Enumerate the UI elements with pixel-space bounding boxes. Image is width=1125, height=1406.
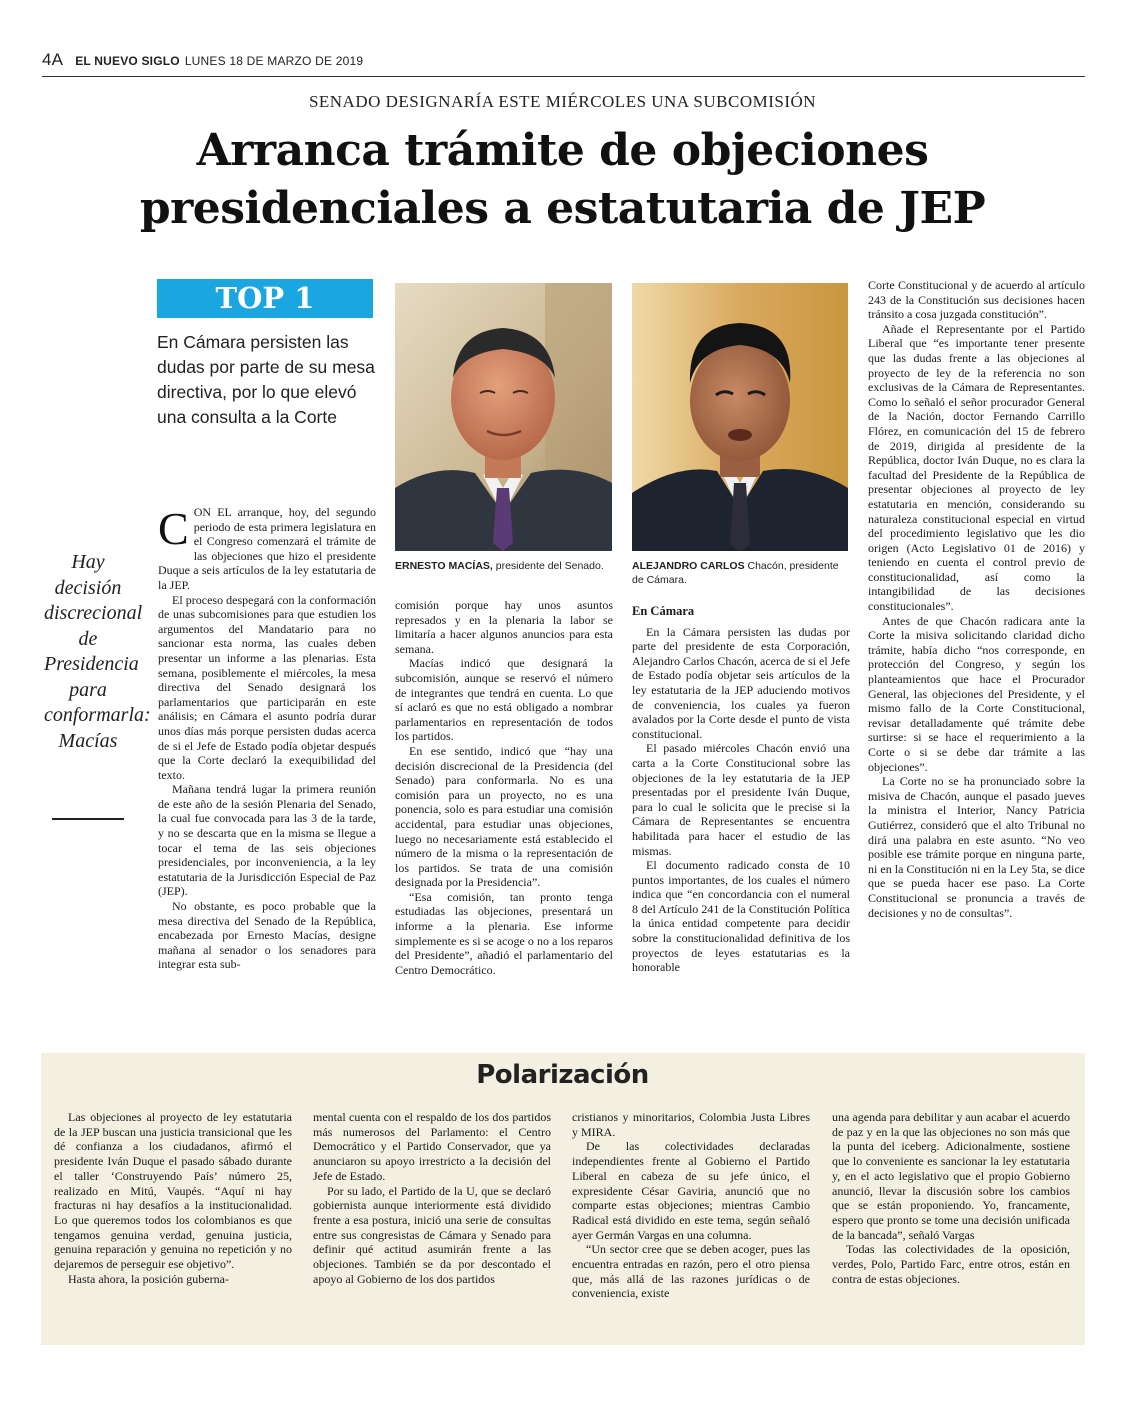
paragraph: comisión porque hay unos asuntos represados y en la plenaria la labor se limitaría a hacer algunos anuncios para esta semana.: [395, 598, 613, 656]
photo-ernesto-macias: [395, 283, 612, 551]
paragraph: Todas las colectividades de la oposición, verdes, Polo, Partido Farc, entre otros, están en contra de estas objeciones.: [832, 1242, 1070, 1286]
paragraph: El documento radicado consta de 10 puntos importantes, de los cuales el número indica que “en concordancia con el numeral 8 del Artículo 241 de la Constitución Política la única entidad competente para decidir sobre la constitucionalidad definitiva de los proyectos de leyes estatutarias es la honorable: [632, 858, 850, 975]
paragraph: Por su lado, el Partido de la U, que se declaró gobiernista aunque interiormente está dividido frente a esa postura, inició una serie de consultas entre sus congresistas de Cámara y Senado para definir qué actitud asumirán frente a las objeciones. También se da por descontado el apoyo al Gobierno de los dos partidos: [313, 1183, 551, 1286]
sidebar-column-3: [572, 1110, 810, 1301]
article-column-3: [632, 600, 850, 975]
headline-line-1: Arranca trámite de objeciones: [196, 125, 929, 176]
sidebar-title: Polarización: [476, 1060, 649, 1090]
lead-text: ON EL arranque, hoy, del segundo periodo de esta primera legislatura en el Congreso comenzará el trámite de las objeciones que hizo el presidente Duque a seis artículos de la ley estatutaria de la JEP.: [158, 505, 376, 592]
paragraph: En la Cámara persisten las dudas por parte del presidente de esta Corporación, Alejandro Carlos Chacón, acerca de si el Jefe de Estado podía objetar seis artículos de la ley estatutaria de la JEP aduciendo motivos de conveniencia, los cuales ya fueron avalados por la Corte desde el punto de vista constitucional.: [632, 624, 850, 741]
deck: En Cámara persisten las dudas por parte de su mesa directiva, por lo que elevó una consulta a la Corte: [157, 332, 375, 427]
portrait-chacon-image: [632, 283, 848, 551]
folio: [42, 50, 363, 70]
caption-macias-name: ERNESTO MACÍAS,: [395, 560, 493, 572]
caption-chacon-text: Chacón, presidente de Cámara.: [632, 560, 839, 586]
paragraph: una agenda para debilitar y aun acabar el acuerdo de paz y en la que las objeciones no son más que la punta del iceberg. Adicionalmente, sostiene que lo conveniente es sancionar la ley estatutaria y, en el acto legislativo que el propio Gobierno anunció, llevar la discusión sobre los cambios que se están proponiendo. Yo, francamente, espero que pronto se tome una decisión unificada de la bancada”, señaló Vargas: [832, 1110, 1070, 1242]
sidebar-column-1: [54, 1110, 292, 1286]
paragraph: El pasado miércoles Chacón envió una carta a la Corte Constitucional sobre las objeciones de la ley estatutaria de la JEP presentadas por el presidente Iván Duque, para lo cual le solicita que le precise si la Cámara de Representantes se encuentra habilitada para hacer el estudio de las mismas.: [632, 741, 850, 858]
paragraph: Las objeciones al proyecto de ley estatutaria de la JEP buscan una justicia transicional que les dé confianza a los ciudadanos, afirmó el presidente Iván Duque el pasado sábado durante el taller ‘Construyendo País’ número 25, realizado en Mitú, Vaupés. “Aquí ni hay fracturas ni hay desafíos a la institucionalidad. Lo que queremos todos los colombianos es que tengamos genuina verdad, genuina justicia, genuina reparación y genuina no repetición y no dejaremos de perseguir ese objetivo”.: [54, 1110, 292, 1272]
photo-alejandro-chacon: [632, 283, 848, 551]
paragraph: Mañana tendrá lugar la primera reunión de este año de la sesión Plenaria del Senado, la cual fue convocada para las 3 de la tarde, y no se descarta que en la misma se llegue a tocar el tema de las seis objeciones presidenciales, por inconveniencia, a la ley estatutaria de la Jurisdicción Especial de Paz (JEP).: [158, 782, 376, 899]
pull-quote-rule: [52, 818, 124, 820]
portrait-macias-image: [395, 283, 612, 551]
article-column-2: [395, 598, 613, 977]
paragraph: No obstante, es poco probable que la mesa directiva del Senado de la República, encabezada por Ernesto Macías, designe mañana al senador o los senadores para integrar esta sub-: [158, 899, 376, 972]
article-column-4: [868, 278, 1085, 920]
caption-chacon: [632, 559, 852, 587]
issue-date: LUNES 18 DE MARZO DE 2019: [184, 54, 364, 68]
paragraph: mental cuenta con el respaldo de los dos partidos más numerosos del Parlamento: el Centro Democrático y el Partido Conservador, que ya anunciaron su apoyo irrestricto a la decisión del Jefe de Estado.: [313, 1110, 551, 1183]
article-column-1: [158, 505, 376, 972]
paragraph: Macías indicó que designará la subcomisión, aunque se reservó el número de integrantes que tendrá en cuenta. Lo que sí aclaró es que no está obligado a nombrar parlamentarios en representación de todos los partidos.: [395, 656, 613, 744]
top-badge: TOP 1: [157, 279, 373, 318]
paragraph: La Corte no se ha pronunciado sobre la misiva de Chacón, aunque el pasado jueves la ministra el Interior, Nancy Patricia Gutiérrez, consideró que el alto Tribunal no dirá una palabra en este asunto. “No veo posible ese trámite porque en ninguna parte, ni en la Constitución ni en la Ley 5ta, se dice que se pueda hacer ese paso. La Corte Constitucional se pronuncia a través de decisiones y no de consultas”.: [868, 774, 1085, 920]
caption-macias-text: presidente del Senado.: [492, 560, 604, 572]
subhead: En Cámara: [632, 604, 695, 618]
paragraph: Hasta ahora, la posición guberna-: [68, 1271, 229, 1286]
sidebar-column-4: [832, 1110, 1070, 1286]
paragraph: En ese sentido, indicó que “hay una decisión discrecional de la Presidencia (del Senado) para conformarla. No es una comisión para un proyecto, no es una ponencia, solo es para estudiar una comisión accidental, para estudiar unas objeciones, luego no necesariamente está establecido el número de la misma o la representación de los partidos. Se trata de una comisión designada por la Presidencia”.: [395, 743, 613, 890]
page-number: 4A: [42, 50, 64, 69]
headline: [40, 122, 1085, 238]
pull-quote: Hay decisión discrecional de Presidencia para conformarla: Macías: [44, 551, 151, 752]
headline-line-2: presidenciales a estatutaria de JEP: [139, 183, 986, 234]
paragraph: Añade el Representante por el Partido Liberal que “es importante tener presente que las dudas frente a las objeciones al proyecto de ley de la referencia no son exclusivas de la Cámara de Representantes. Como lo señaló el señor procurador General de la Nación, doctor Fernando Carrillo Flórez, en comunicación del 15 de febrero de 2019, dirigida al presidente de la República, doctor Iván Duque, no es clara la facultad del Presidente de la República de presentar objeciones al proyecto de ley estatutaria en mención, considerando su naturaleza constitucional especial en virtud del procedimiento legislativo que les dio origen (Acto Legislativo 01 de 2016) y teniendo en cuenta el control previo de constitucionalidad, así como la intangibilidad de las decisiones constitucionales”.: [868, 321, 1085, 614]
sidebar-column-2: [313, 1110, 551, 1286]
caption-chacon-name: ALEJANDRO CARLOS: [632, 560, 745, 572]
paragraph: El proceso despegará con la conformación de unas subcomisiones para que estudien los argumentos del Mandatario para no sancionar esta norma, las cuales deben presentar un informe a las plenarias. Esta semana, posiblemente el miércoles, la mesa directiva del Senado designará los parlamentarios que participarán en este análisis; en Cámara el asunto podría durar unos días más porque persisten dudas acerca de si el Jefe de Estado podía objetar después que la Corte declaró la exequibilidad del texto.: [158, 592, 376, 782]
paragraph: “Esa comisión, tan pronto tenga estudiadas las objeciones, presentará un informe a la plenaria. Ese informe simplemente es si se acoge o no a los reparos del Presidente”, añadió el parlamentario del Centro Democrático.: [395, 889, 613, 977]
paragraph: cristianos y minoritarios, Colombia Justa Libres y MIRA.: [572, 1110, 810, 1139]
paragraph: Antes de que Chacón radicara ante la Corte la misiva solicitando claridad dicho trámite, había dicho “nos corresponde, en protección del Congreso, y según los planteamientos que hace el Procurador General, las objeciones del Presidente, y el mismo fallo de la Corte Constitucional, revisar detalladamente qué trámite debe surtirse: si se hace el requerimiento a la Corte o si se debe dar trámite a las objeciones”.: [868, 613, 1085, 774]
caption-macias: [395, 559, 615, 573]
drop-cap: C: [158, 503, 189, 554]
folio-rule: [42, 76, 1085, 77]
paragraph: Corte Constitucional y de acuerdo al artículo 243 de la Constitución sus decisiones hacen tránsito a cosa juzgada constitución”.: [868, 278, 1085, 322]
paragraph: [158, 505, 376, 593]
paragraph: De las colectividades declaradas independientes frente al Gobierno el Partido Liberal en cabeza de su jefe único, el expresidente César Gaviria, anunció que no comparte estas objeciones; mientras Cambio Radical está dividido en este tema, según señaló ayer Germán Vargas en una columna.: [572, 1139, 810, 1242]
kicker: SENADO DESIGNARÍA ESTE MIÉRCOLES UNA SUBCOMISIÓN: [308, 92, 817, 111]
newspaper-name: EL NUEVO SIGLO: [75, 54, 180, 68]
paragraph: “Un sector cree que se deben acoger, pues las encuentra entradas en razón, pero el otro piensa que, más allá de las razones jurídicas o de conveniencia, existe: [572, 1242, 810, 1301]
